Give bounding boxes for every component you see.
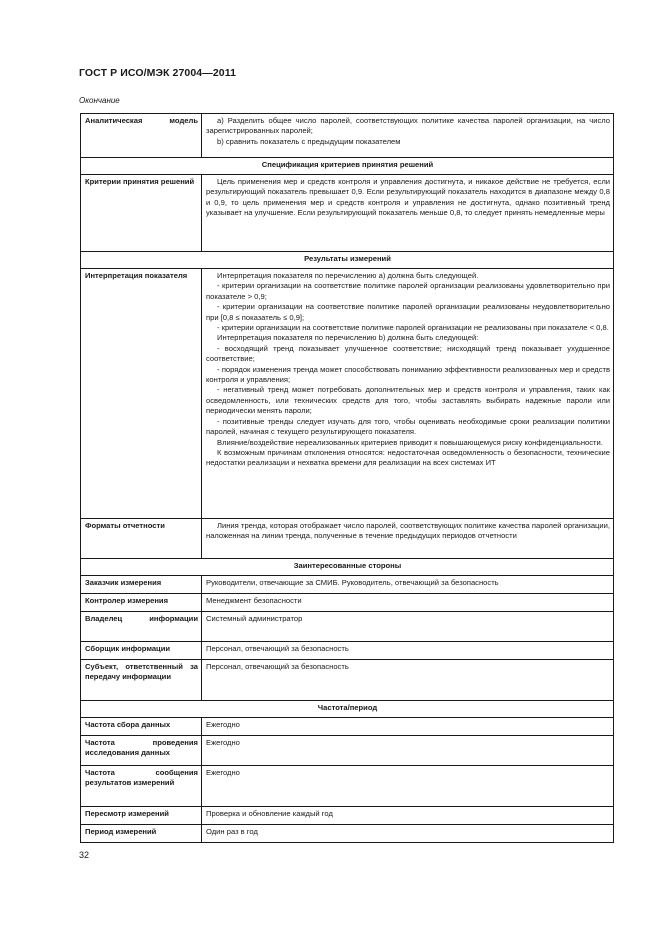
- interpretation-line: К возможным причинам отклонения относятся: недостаточная осведомленность о безопасности, технические недостатки реализации и нехватка времени для реализации на всех системах ИТ: [206, 447, 610, 468]
- table-row: [81, 576, 614, 594]
- table-row: [81, 736, 614, 766]
- analytic-model-step-a: а) Разделить общее число паролей, соответствующих политике качества паролей организации, на число зарегистрированных паролей;: [206, 116, 610, 136]
- information-owner-value: Системный администратор: [202, 612, 614, 642]
- interpretation-line: - порядок изменения тренда может способствовать пониманию эффективности реализованных мер и средств контроля и управления;: [206, 364, 610, 385]
- document-title: ГОСТ Р ИСО/МЭК 27004—2011: [79, 67, 237, 79]
- table-row: [81, 825, 614, 843]
- row-label-data-analysis-frequency: Частота проведения исследования данных: [81, 736, 202, 766]
- section-frequency: Частота/период: [81, 701, 614, 718]
- interpretation-line: Интерпретация показателя по перечислению b) должна быть следующей:: [217, 333, 479, 343]
- table-row: [81, 766, 614, 807]
- table-row: [81, 175, 614, 252]
- interpretation-line: - позитивные тренды следует изучать для того, чтобы оценивать необходимые сроки реализации политики паролей, начиная с текущего результирующего показателя.: [206, 416, 610, 437]
- measurement-period-value: Один раз в год: [202, 825, 614, 843]
- table-row: [81, 269, 614, 519]
- table-row: [81, 519, 614, 559]
- information-collector-value: Персонал, отвечающий за безопасность: [202, 642, 614, 660]
- information-communicator-value: Персонал, отвечающий за безопасность: [202, 660, 614, 701]
- measurement-revision-value: Проверка и обновление каждый год: [202, 807, 614, 825]
- row-label-reporting-frequency: Частота сообщения результатов измерений: [81, 766, 202, 807]
- row-label-information-owner: Владелец информации: [81, 612, 202, 642]
- specification-table: [80, 113, 614, 843]
- measurement-reviewer-value: Менеджмент безопасности: [202, 594, 614, 612]
- row-label-analytic-model: Аналитическая модель: [81, 114, 202, 158]
- section-stakeholders: Заинтересованные стороны: [81, 559, 614, 576]
- analytic-model-value: [202, 114, 614, 158]
- page-number: 32: [79, 850, 90, 860]
- row-label-data-collection-frequency: Частота сбора данных: [81, 718, 202, 736]
- row-label-interpretation: Интерпретация показателя: [81, 269, 202, 519]
- reporting-frequency-value: Ежегодно: [202, 766, 614, 807]
- section-results: Результаты измерений: [81, 252, 614, 269]
- section-header-row: [81, 701, 614, 718]
- row-label-measurement-revision: Пересмотр измерений: [81, 807, 202, 825]
- table-row: [81, 612, 614, 642]
- table-row: [81, 114, 614, 158]
- table-row: [81, 660, 614, 701]
- report-formats-text: Линия тренда, которая отображает число паролей, соответствующих политике качества паролей организации, наложенная на линии тренда, полученные в течение предыдущих периодов отчетности: [206, 521, 610, 541]
- row-label-measurement-reviewer: Контролер измерения: [81, 594, 202, 612]
- section-header-row: [81, 158, 614, 175]
- row-label-measurement-period: Период измерений: [81, 825, 202, 843]
- row-label-report-formats: Форматы отчетности: [81, 519, 202, 559]
- table-row: [81, 594, 614, 612]
- section-decision-criteria: Спецификация критериев принятия решений: [81, 158, 614, 175]
- table-row: [81, 807, 614, 825]
- interpretation-line: - критерии организации на соответствие политике паролей организации реализованы неудовлетворительно при [0,8 ≤ показатель ≤ 0,9];: [206, 302, 610, 322]
- report-formats-value: [202, 519, 614, 559]
- data-analysis-frequency-value: Ежегодно: [202, 736, 614, 766]
- interpretation-line: - критерии организации на соответствие политике паролей организации не реализованы при показателе < 0,8.: [217, 323, 609, 333]
- decision-criteria-text: Цель применения мер и средств контроля и управления достигнута, и никакое действие не требуется, если результирующий показатель превышает 0,9. Если результирующий показатель находится в диапазоне между 0,8 и 0,9, то цель применения мер и средств контроля и управления не достигнута, однако позитивный тренд указывает на улучшение. Если результирующий показатель меньше 0,8, то следует принять немедленные меры: [206, 177, 610, 218]
- section-header-row: [81, 559, 614, 576]
- row-label-decision-criteria: Критерии принятия решений: [81, 175, 202, 252]
- data-collection-frequency-value: Ежегодно: [202, 718, 614, 736]
- measurement-client-value: Руководители, отвечающие за СМИБ. Руководитель, отвечающий за безопасность: [202, 576, 614, 594]
- table-row: [81, 642, 614, 660]
- interpretation-line: - критерии организации на соответствие политике паролей организации реализованы удовлетворительно при показателе > 0,9;: [206, 281, 610, 301]
- analytic-model-step-b: b) сравнить показатель с предыдущим показателем: [217, 136, 401, 146]
- interpretation-line: - негативный тренд может потребовать дополнительных мер и средств контроля и управления, таких как осведомленность, или технических средств для того, чтобы заставлять выбирать надежные пароли или периодически менять пароли;: [206, 385, 610, 416]
- interpretation-line: - восходящий тренд показывает улучшенное соответствие; нисходящий тренд показывает ухудшенное соответствие;: [206, 343, 610, 364]
- row-label-measurement-client: Заказчик измерения: [81, 576, 202, 594]
- row-label-information-communicator: Субъект, ответственный за передачу информации: [81, 660, 202, 701]
- table-row: [81, 718, 614, 736]
- interpretation-value: [202, 269, 614, 519]
- row-label-information-collector: Сборщик информации: [81, 642, 202, 660]
- section-header-row: [81, 252, 614, 269]
- continuation-note: Окончание: [79, 96, 120, 105]
- decision-criteria-value: [202, 175, 614, 252]
- interpretation-line: Интерпретация показателя по перечислению а) должна быть следующей.: [217, 271, 479, 280]
- interpretation-line: Влияние/воздействие нереализованных критериев приводит к повышающемуся риску конфиденциальности.: [217, 437, 603, 447]
